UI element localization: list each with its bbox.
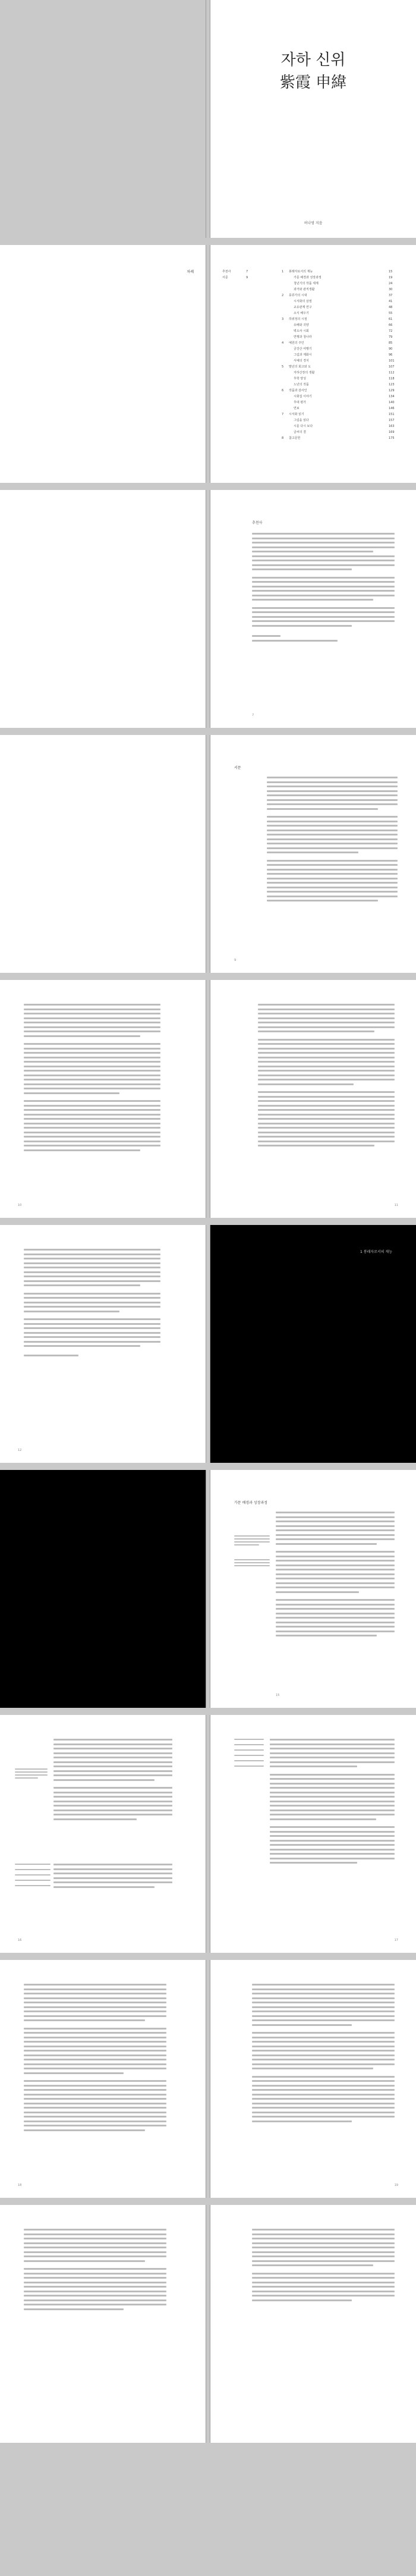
toc-chapter-page: 30 bbox=[389, 288, 393, 291]
toc-chapter-page: 24 bbox=[389, 282, 393, 285]
spread-text-d bbox=[0, 2205, 416, 2576]
toc-item-page: 7 bbox=[246, 270, 248, 274]
toc-chapter-title: 시서화의 삼절 bbox=[294, 300, 312, 303]
spread-text-a bbox=[0, 980, 416, 1218]
body-text bbox=[53, 1864, 172, 1890]
page-number: 11 bbox=[394, 1204, 398, 1207]
toc-chapter-page: 107 bbox=[389, 365, 395, 369]
toc-chapter-title: 참고문헌 bbox=[289, 436, 301, 440]
spread-chapter-open bbox=[0, 1225, 416, 1463]
text-page-right bbox=[210, 1960, 416, 2198]
toc-right-page bbox=[210, 245, 416, 483]
text-page-right bbox=[210, 2205, 416, 2443]
section-title: 가문 배경과 성장과정 bbox=[234, 1501, 267, 1505]
foreword-title: 추천사 bbox=[252, 521, 263, 525]
toc-chapter-page: 169 bbox=[389, 431, 395, 434]
spread-text-b bbox=[0, 1715, 416, 1953]
toc-chapter-title: 자하산장의 생활 bbox=[294, 371, 315, 375]
toc-chapter-page: 151 bbox=[389, 413, 395, 416]
toc-chapter-title: 노년의 작품 bbox=[294, 383, 309, 387]
toc-chapter-title: 말년의 회고와 도 bbox=[289, 365, 311, 369]
foreword-page bbox=[210, 490, 416, 728]
toc-chapter-page: 66 bbox=[389, 323, 393, 327]
toc-chapter-title: 가문 배경과 성장과정 bbox=[294, 276, 322, 279]
toc-chapter-title: 벽오사 시회 bbox=[294, 329, 309, 333]
toc-chapter-page: 163 bbox=[389, 425, 395, 428]
text-page-left bbox=[0, 2205, 206, 2443]
body-text bbox=[270, 1739, 395, 1867]
toc-chapter-page: 37 bbox=[389, 294, 393, 297]
page-number: 18 bbox=[18, 2184, 22, 2187]
margin-note bbox=[234, 1535, 270, 1568]
toc-chapter-title: 글씨의 결 bbox=[294, 431, 306, 434]
margin-note bbox=[15, 1768, 48, 1780]
black-page bbox=[0, 1470, 206, 1708]
toc-item-label: 추천사 bbox=[222, 270, 231, 274]
spread-section-start bbox=[0, 1470, 416, 1708]
toc-chapter-title: 금강산 여행기 bbox=[294, 347, 312, 351]
toc-item-label: 서문 bbox=[222, 276, 228, 279]
book-title-korean: 자하 신위 bbox=[281, 51, 346, 69]
preface-title: 서문 bbox=[234, 766, 241, 770]
toc-chapter-title: 유배와 귀양 bbox=[294, 323, 309, 327]
side-table bbox=[15, 1864, 51, 1890]
page-number: 17 bbox=[394, 1939, 398, 1942]
toc-chapter-page: 72 bbox=[389, 329, 393, 333]
spread-text-c bbox=[0, 1960, 416, 2198]
toc-chapter-number: 8 bbox=[282, 436, 284, 440]
toc-label: 차례 bbox=[187, 270, 194, 274]
toc-left-page bbox=[0, 245, 206, 483]
page-number: 15 bbox=[276, 1694, 280, 1697]
spread-cover bbox=[0, 0, 416, 238]
toc-chapter-title: 시화집 이야기 bbox=[294, 395, 312, 398]
toc-chapter-title: 시를 다시 보다 bbox=[294, 425, 313, 428]
foreword-text bbox=[252, 533, 395, 644]
toc-chapter-page: 85 bbox=[389, 341, 393, 345]
chapter-opener-page bbox=[210, 1225, 416, 1463]
toc-chapter-title: 시서화 읽기 bbox=[289, 413, 304, 416]
spread-preface bbox=[0, 735, 416, 973]
page-number: 19 bbox=[394, 2184, 398, 2187]
toc-chapter-page: 175 bbox=[389, 436, 395, 440]
cover-page bbox=[210, 0, 416, 238]
body-text bbox=[258, 1004, 395, 1149]
text-page-left bbox=[0, 1960, 206, 2198]
section-start-page bbox=[210, 1470, 416, 1708]
blank-left-page bbox=[0, 735, 206, 973]
toc-chapter-number: 6 bbox=[282, 389, 284, 392]
text-page-left bbox=[0, 1715, 206, 1953]
body-text bbox=[24, 2229, 166, 2313]
toc-chapter-title: 예원의 주인 bbox=[289, 341, 304, 345]
toc-chapter-number: 7 bbox=[282, 413, 284, 416]
toc-chapter-page: 96 bbox=[389, 353, 393, 357]
side-table bbox=[234, 1739, 264, 1771]
toc-chapter-page: 79 bbox=[389, 335, 393, 339]
toc-chapter-number: 2 bbox=[282, 294, 284, 297]
toc-chapter-page: 48 bbox=[389, 306, 393, 309]
text-page-left bbox=[0, 1225, 206, 1463]
page-number: 16 bbox=[18, 1939, 22, 1942]
body-text bbox=[24, 1984, 166, 2134]
page-number: 7 bbox=[252, 714, 254, 717]
body-text bbox=[53, 1739, 172, 1823]
toc-chapter-page: 90 bbox=[389, 347, 393, 351]
toc-chapter-title: 연보 bbox=[294, 407, 300, 410]
toc-chapter-page: 15 bbox=[389, 270, 393, 274]
text-page-right bbox=[210, 980, 416, 1218]
toc-chapter-number: 4 bbox=[282, 341, 284, 345]
toc-chapter-title: 서예의 경지 bbox=[294, 359, 309, 363]
toc-chapter-page: 140 bbox=[389, 401, 395, 404]
toc-item-page: 9 bbox=[246, 276, 248, 279]
toc-chapter-title: 연행과 청나라 bbox=[294, 335, 312, 339]
spread-toc bbox=[0, 245, 416, 483]
toc-chapter-title: 작품과 감사인 bbox=[289, 389, 307, 392]
toc-chapter-page: 101 bbox=[389, 359, 395, 363]
toc-chapter-title: 후대 평가 bbox=[294, 401, 306, 404]
toc-chapter-page: 134 bbox=[389, 395, 395, 398]
page-number: 12 bbox=[18, 1449, 22, 1452]
body-text bbox=[24, 1004, 160, 1154]
toc-chapter-page: 157 bbox=[389, 419, 395, 422]
toc-chapter-page: 61 bbox=[389, 318, 393, 321]
toc-chapter-page: 41 bbox=[389, 300, 393, 303]
toc-chapter-page: 118 bbox=[389, 377, 395, 381]
page-number: 9 bbox=[234, 959, 237, 962]
toc-chapter-number: 3 bbox=[282, 318, 284, 321]
toc-chapter-title: 그림을 읽다 bbox=[294, 419, 309, 422]
blank-page bbox=[0, 0, 206, 238]
spread-foreword bbox=[0, 490, 416, 728]
page-number: 10 bbox=[18, 1204, 22, 1207]
body-text bbox=[276, 1512, 395, 1639]
toc-chapter-title: 후학 양성 bbox=[294, 377, 306, 381]
toc-chapter-title: 풍류가의 시대 bbox=[289, 294, 307, 297]
author-name: 허나영 지음 bbox=[304, 221, 323, 225]
toc-chapter-page: 112 bbox=[389, 371, 395, 375]
chapter-title: 1 봉래자로서의 재능 bbox=[360, 1250, 392, 1254]
text-page-left bbox=[0, 980, 206, 1218]
toc-chapter-title: 그림과 제화시 bbox=[294, 353, 312, 357]
text-page-right bbox=[210, 1715, 416, 1953]
toc-chapter-title: 소식 배우기 bbox=[294, 312, 309, 315]
blank-left-page bbox=[0, 490, 206, 728]
body-text bbox=[252, 2229, 395, 2304]
toc-chapter-number: 5 bbox=[282, 365, 284, 369]
body-text bbox=[24, 1249, 160, 1359]
toc-chapter-title: 과거와 관직생활 bbox=[294, 288, 315, 291]
toc-chapter-title: 교유관계 연구 bbox=[294, 306, 312, 309]
toc-chapter-number: 1 bbox=[282, 270, 284, 274]
toc-chapter-title: 봉래자로서의 재능 bbox=[289, 270, 313, 274]
toc-chapter-title: 하위정의 시절 bbox=[289, 318, 307, 321]
toc-chapter-page: 19 bbox=[389, 276, 393, 279]
toc-chapter-page: 55 bbox=[389, 312, 393, 315]
preface-text bbox=[267, 777, 398, 904]
preface-page bbox=[210, 735, 416, 973]
toc-chapter-page: 146 bbox=[389, 407, 395, 410]
toc-chapter-title: 청년기의 작품 세계 bbox=[294, 282, 319, 285]
book-title-chinese: 紫霞 申緯 bbox=[279, 74, 347, 92]
toc-chapter-page: 129 bbox=[389, 389, 395, 392]
toc-chapter-page: 123 bbox=[389, 383, 395, 387]
body-text bbox=[252, 1984, 395, 2125]
